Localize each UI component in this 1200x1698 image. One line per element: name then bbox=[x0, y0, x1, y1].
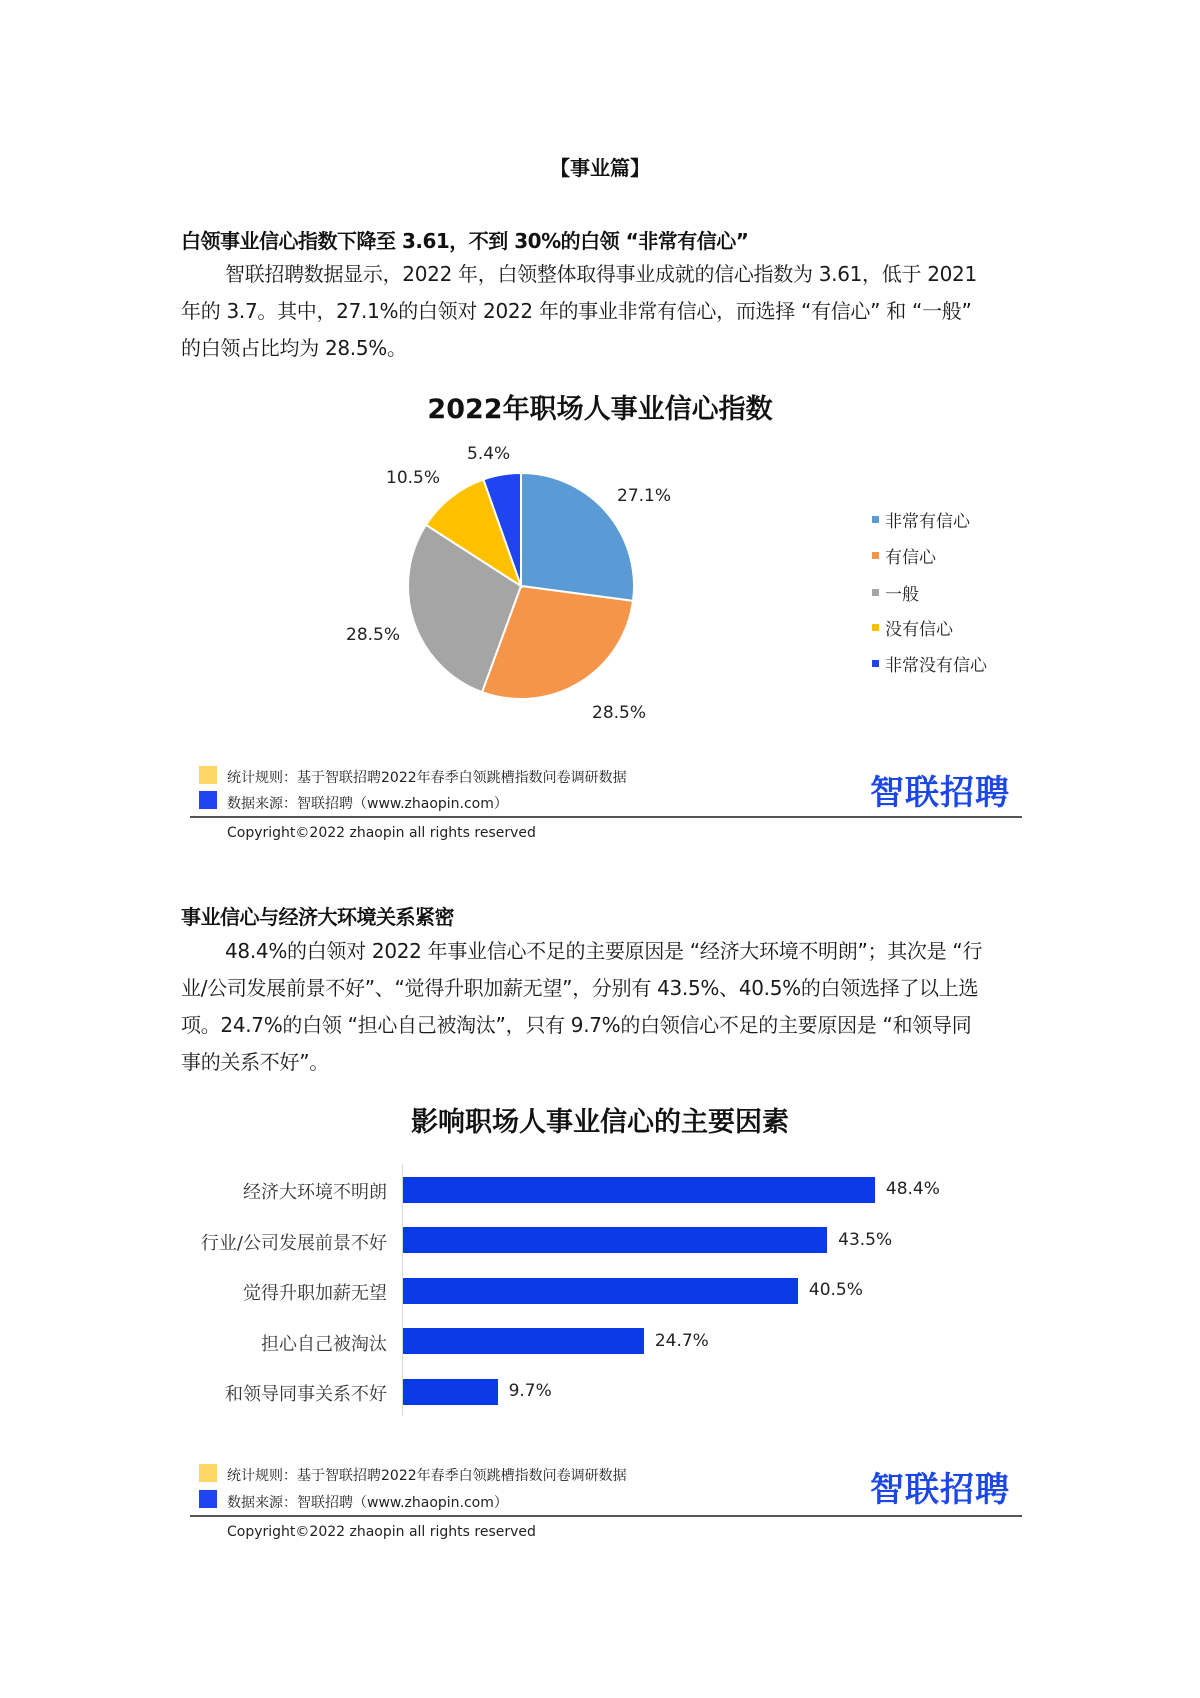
legend-label: 一般 bbox=[885, 585, 919, 605]
data-source-text: 数据来源：智联招聘（www.zhaopin.com） bbox=[227, 1495, 508, 1511]
paragraph-line: 48.4%的白领对 2022 年事业信心不足的主要原因是 “经济大环境不明朗”；其次是 “行 bbox=[225, 939, 983, 963]
legend-label: 非常没有信心 bbox=[885, 656, 987, 676]
legend-item-neutral bbox=[872, 580, 919, 605]
bar-category-label: 和领导同事关系不好 bbox=[225, 1384, 387, 1405]
bar bbox=[403, 1278, 798, 1304]
bar-value-label: 24.7% bbox=[654, 1331, 709, 1351]
bar-value-label: 40.5% bbox=[808, 1280, 863, 1300]
rule-swatch-icon bbox=[199, 1464, 217, 1482]
bar-chart-title: 影响职场人事业信心的主要因素 bbox=[411, 1107, 789, 1138]
footer-divider bbox=[190, 816, 1022, 818]
bar-category-label: 担心自己被淘汰 bbox=[261, 1334, 387, 1355]
zhaopin-logo bbox=[870, 765, 1010, 814]
legend-item-confident bbox=[872, 543, 936, 568]
paragraph-line: 年的 3.7。其中，27.1%的白领对 2022 年的事业非常有信心，而选择 “有信心” 和 “一般” bbox=[181, 299, 972, 323]
pie-label-very-unconfident: 5.4% bbox=[467, 444, 511, 464]
source-swatch-icon bbox=[199, 791, 217, 809]
legend-swatch-icon bbox=[872, 660, 879, 667]
legend-label: 有信心 bbox=[885, 548, 936, 568]
source-swatch-icon bbox=[199, 1490, 217, 1508]
legend-item-unconfident bbox=[872, 615, 953, 640]
legend-item-very-confident bbox=[872, 507, 970, 532]
bar bbox=[403, 1328, 644, 1354]
bar bbox=[403, 1379, 498, 1405]
rule-swatch-icon bbox=[199, 766, 217, 784]
legend-label: 没有信心 bbox=[885, 620, 953, 640]
paragraph-line: 事的关系不好”。 bbox=[181, 1050, 329, 1074]
legend-item-very-unconfident bbox=[872, 651, 987, 676]
legend-swatch-icon bbox=[872, 589, 879, 596]
pie-label-confident: 28.5% bbox=[592, 703, 647, 723]
copyright-text: Copyright©2022 zhaopin all rights reserved bbox=[227, 825, 536, 841]
legend-swatch-icon bbox=[872, 552, 879, 559]
pie-chart bbox=[0, 0, 1200, 760]
bar bbox=[403, 1227, 827, 1253]
bar-category-label: 经济大环境不明朗 bbox=[243, 1182, 387, 1203]
legend-swatch-icon bbox=[872, 516, 879, 523]
stat-rule-text: 统计规则：基于智联招聘2022年春季白领跳槽指数问卷调研数据 bbox=[227, 1468, 627, 1484]
footer-divider bbox=[190, 1515, 1022, 1517]
copyright-text: Copyright©2022 zhaopin all rights reserved bbox=[227, 1524, 536, 1540]
logo-text: 智联招聘 bbox=[870, 773, 1010, 813]
logo-text: 智联招聘 bbox=[870, 1470, 1010, 1510]
pie-label-very-confident: 27.1% bbox=[617, 486, 672, 506]
pie-label-neutral: 28.5% bbox=[346, 625, 401, 645]
legend-swatch-icon bbox=[872, 624, 879, 631]
pie-chart-title: 2022年职场人事业信心指数 bbox=[427, 394, 773, 425]
pie-label-unconfident: 10.5% bbox=[386, 468, 441, 488]
bar-category-label: 行业/公司发展前景不好 bbox=[200, 1233, 387, 1254]
section2-paragraph bbox=[181, 933, 1025, 1081]
bar-value-label: 48.4% bbox=[885, 1179, 940, 1199]
zhaopin-logo bbox=[870, 1462, 1010, 1511]
section2-heading: 事业信心与经济大环境关系紧密 bbox=[181, 905, 454, 929]
bar-category-label: 觉得升职加薪无望 bbox=[243, 1283, 387, 1304]
section1-heading: 白领事业信心指数下降至 3.61，不到 30%的白领 “非常有信心” bbox=[181, 229, 749, 253]
paragraph-line: 业/公司发展前景不好”、“觉得升职加薪无望”，分别有 43.5%、40.5%的白领选择了以上选 bbox=[181, 976, 979, 1000]
paragraph-line: 智联招聘数据显示，2022 年，白领整体取得事业成就的信心指数为 3.61，低于 2021 bbox=[225, 262, 977, 286]
legend-label: 非常有信心 bbox=[885, 512, 970, 532]
paragraph-line: 项。24.7%的白领 “担心自己被淘汰”，只有 9.7%的白领信心不足的主要原因是 “和领导同 bbox=[181, 1013, 972, 1037]
bar bbox=[403, 1177, 875, 1203]
paragraph-line: 的白领占比均为 28.5%。 bbox=[181, 336, 407, 360]
section-tag: 【事业篇】 bbox=[550, 156, 650, 180]
stat-rule-text: 统计规则：基于智联招聘2022年春季白领跳槽指数问卷调研数据 bbox=[227, 770, 627, 786]
data-source-text: 数据来源：智联招聘（www.zhaopin.com） bbox=[227, 796, 508, 812]
bar-value-label: 9.7% bbox=[508, 1381, 552, 1401]
bar-value-label: 43.5% bbox=[838, 1230, 893, 1250]
